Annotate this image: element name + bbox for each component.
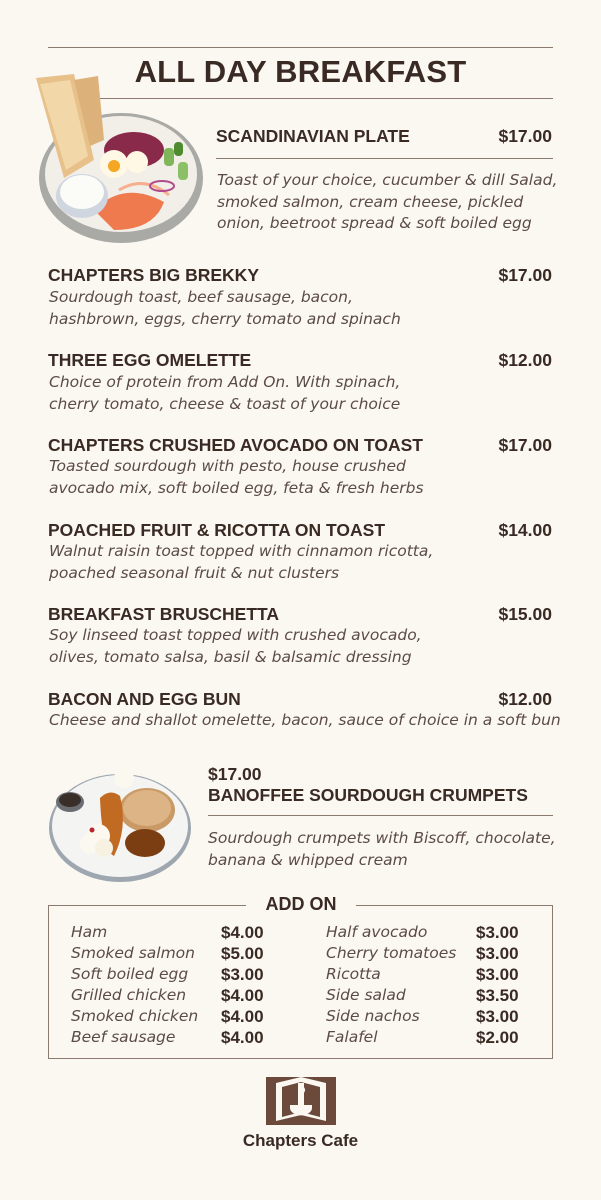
addon-name: Soft boiled egg [71,965,189,983]
top-rule [48,47,553,48]
addon-name: Falafel [326,1028,378,1046]
item-price: $12.00 [498,689,552,709]
addon-name: Smoked salmon [71,944,195,962]
special-item-desc: Sourdough crumpets with Biscoff, chocolate, banana & whipped cream [208,829,556,869]
addon-name: Beef sausage [71,1028,176,1046]
item-desc: Cheese and shallot omelette, bacon, sauce of choice in a soft bun [49,711,561,729]
addon-price: $4.00 [221,1028,264,1047]
addon-name: Side nachos [326,1007,420,1025]
addon-price: $3.00 [476,944,519,963]
banoffee-crumpets-photo [48,758,192,884]
item-price: $15.00 [498,604,552,624]
addon-title: ADD ON [246,894,356,915]
addon-name: Smoked chicken [71,1007,199,1025]
addon-price: $3.00 [221,965,264,984]
item-name: THREE EGG OMELETTE [48,350,252,370]
featured-item-name: SCANDINAVIAN PLATE [216,126,410,146]
item-desc: Toasted sourdough with pesto, house crushed avocado mix, soft boiled egg, feta & fresh herbs [49,457,424,497]
item-name: CHAPTERS CRUSHED AVOCADO ON TOAST [48,435,423,455]
special-rule [208,815,553,816]
item-desc: Walnut raisin toast topped with cinnamon ricotta, poached seasonal fruit & nut clusters [49,542,434,582]
addon-name: Side salad [326,986,406,1004]
item-name: POACHED FRUIT & RICOTTA ON TOAST [48,520,386,540]
special-item-price: $17.00 [208,764,262,784]
addon-name: Ricotta [326,965,381,983]
item-name: BREAKFAST BRUSCHETTA [48,604,280,624]
scandinavian-plate-photo [34,70,204,248]
addon-name: Grilled chicken [71,986,187,1004]
addon-name: Half avocado [326,923,428,941]
addon-price: $4.00 [221,923,264,942]
addon-price: $3.00 [476,965,519,984]
featured-item-price: $17.00 [498,126,552,146]
special-item-name: BANOFFEE SOURDOUGH CRUMPETS [208,785,528,805]
item-desc: Choice of protein from Add On. With spinach, cherry tomato, cheese & toast of your choice [49,373,401,413]
chapters-cafe-logo-icon [264,1075,338,1127]
item-price: $17.00 [498,265,552,285]
item-price: $14.00 [498,520,552,540]
item-price: $17.00 [498,435,552,455]
item-name: BACON AND EGG BUN [48,689,241,709]
featured-rule [216,158,553,159]
addon-price: $3.00 [476,1007,519,1026]
item-desc: Soy linseed toast topped with crushed avocado, olives, tomato salsa, basil & balsamic dressing [49,626,422,666]
addon-price: $5.00 [221,944,264,963]
addon-price: $4.00 [221,1007,264,1026]
item-name: CHAPTERS BIG BREKKY [48,265,259,285]
addon-name: Ham [71,923,108,941]
page-title: ALL DAY BREAKFAST [134,54,467,89]
addon-price: $4.00 [221,986,264,1005]
addon-name: Cherry tomatoes [326,944,457,962]
addon-price: $2.00 [476,1028,519,1047]
brand-name: Chapters Cafe [242,1131,359,1150]
addon-price: $3.00 [476,923,519,942]
item-desc: Sourdough toast, beef sausage, bacon, hashbrown, eggs, cherry tomato and spinach [49,288,401,328]
item-price: $12.00 [498,350,552,370]
featured-item-desc: Toast of your choice, cucumber & dill Salad, smoked salmon, cream cheese, pickled onion, beetroot spread & soft boiled egg [217,171,558,232]
addon-price: $3.50 [476,986,519,1005]
